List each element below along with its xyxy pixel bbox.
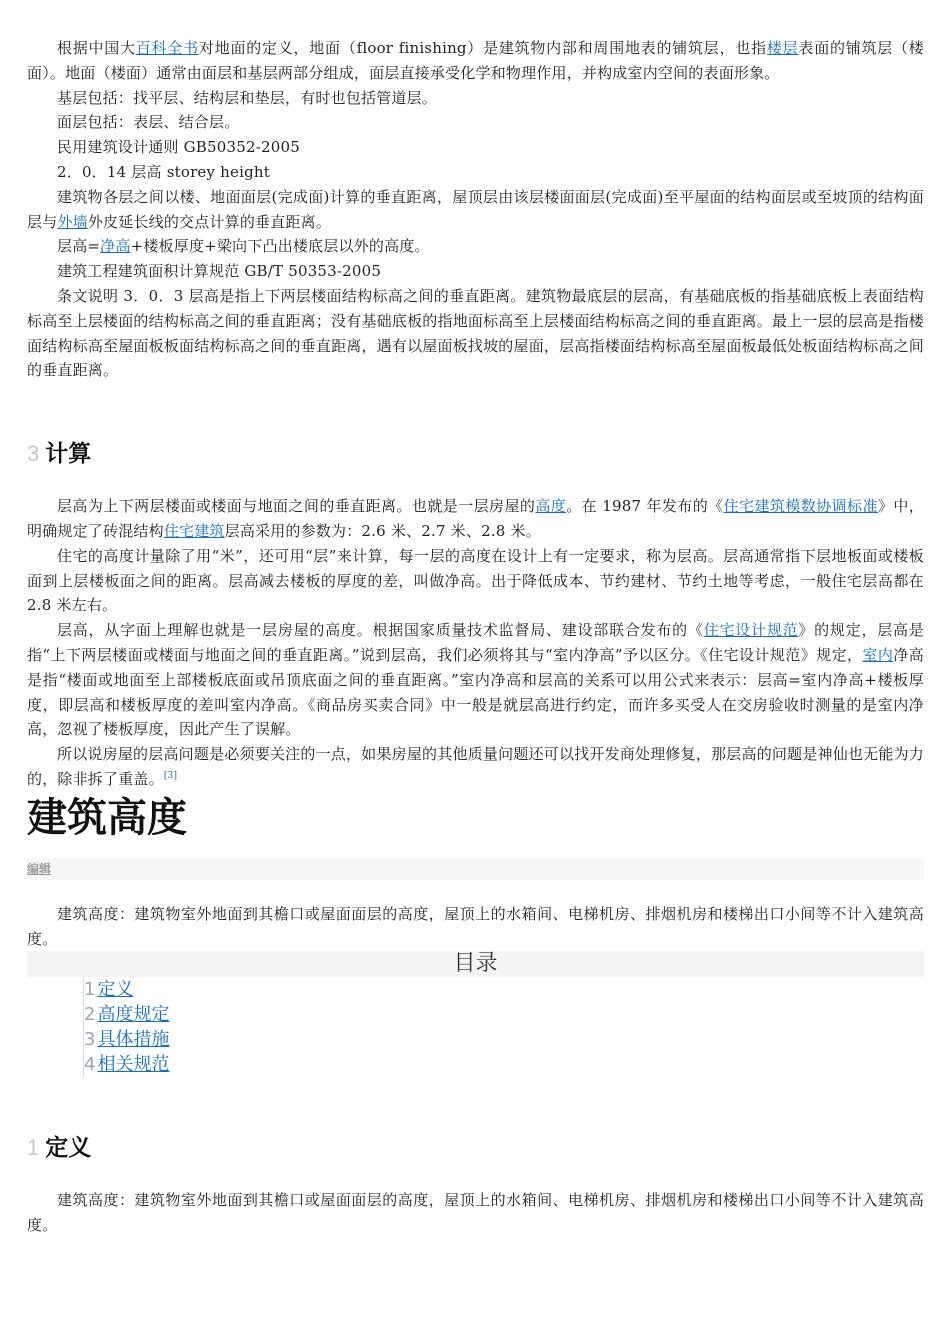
intro-paragraph-4: 民用建筑设计通则 GB50352-2005 — [57, 138, 300, 157]
text: 建筑物各层之间以楼、地面面层(完成面)计算的垂直距离，屋顶层由该层楼面面层(完成面)至平屋面的结构面层或至坡顶的结构面层与 — [27, 187, 924, 231]
section-title: 计算 — [45, 441, 92, 468]
text: 层高= — [57, 237, 101, 256]
text: 所以说房屋的层高问题是必须要关注的一点，如果房屋的其他质量问题还可以找开发商处理修复，那层高的问题是神仙也无能为力的，除非拆了重盖。 — [27, 745, 924, 788]
toc-link[interactable]: 高度规定 — [97, 1004, 170, 1026]
link-encyclopedia[interactable]: 百科全书 — [135, 39, 199, 57]
toc-link[interactable]: 相关规范 — [97, 1054, 170, 1076]
edit-link[interactable]: 编辑 — [27, 858, 924, 880]
calc-paragraph-3 — [27, 618, 924, 742]
text: 层高，从字面上理解也就是一层房屋的高度。根据国家质量技术监督局、建设部联合发布的《 — [57, 621, 704, 640]
definition-paragraph: 建筑高度：建筑物室外地面到其檐口或屋面面层的高度，屋顶上的水箱间、电梯机房、排烟机房和楼梯出口小间等不计入建筑高度。 — [27, 1191, 924, 1235]
table-of-contents — [83, 977, 924, 1077]
toc-link[interactable]: 具体措施 — [97, 1029, 170, 1051]
intro-paragraph-2: 基层包括：找平层、结构层和垫层，有时也包括管道层。 — [57, 88, 438, 107]
intro-paragraph-7 — [27, 234, 924, 259]
text: 表面的铺筑层（楼面）。地面（楼面）通常由面层和基层两部分组成，面层直接承受化学和物理作用，并构成室内空间的表面形象。 — [27, 39, 924, 82]
toc-number: 1 — [84, 979, 96, 1001]
text: 层高采用的参数为：2.6 米、2.7 米、2.8 米。 — [224, 521, 541, 540]
link-residential-building[interactable]: 住宅建筑 — [163, 521, 225, 540]
toc-number: 4 — [84, 1054, 96, 1076]
calc-paragraph-1 — [27, 494, 924, 544]
intro-paragraph-9: 条文说明 3．0．3 层高是指上下两层楼面结构标高之间的垂直距离。建筑物最底层的层高，有基础底板的指基础底板上表面结构标高至上层楼面的结构标高之间的垂直距离；没有基础底板的指地面标高至上层楼面结构标高之间的垂直距离。最上一层的层高是指楼面结构标高至屋面板板面结构标高之间的垂直距离，遇有以屋面板找坡的屋面，层高指楼面结构标高至屋面板最低处板面结构标高之间的垂直距离。 — [27, 286, 924, 380]
text: +楼板厚度+梁向下凸出楼底层以外的高度。 — [130, 237, 430, 256]
toc-item-related-codes[interactable] — [84, 1052, 924, 1077]
toc-link[interactable]: 定义 — [97, 979, 134, 1001]
link-residential-design-code[interactable]: 住宅设计规范 — [703, 621, 799, 640]
text: 根据中国大 — [57, 39, 136, 57]
section-heading-definition — [27, 1129, 924, 1162]
section-number: 3 — [27, 441, 40, 467]
section-number: 1 — [27, 1135, 40, 1161]
link-net-height[interactable]: 净高 — [100, 237, 131, 256]
toc-title: 目录 — [27, 951, 924, 977]
page-title: 建筑高度 — [27, 794, 187, 841]
text: 层高为上下两层楼面或楼面与地面之间的垂直距离。也就是一层房屋的 — [57, 497, 536, 516]
link-height[interactable]: 高度 — [535, 497, 567, 516]
article-content — [27, 36, 924, 1238]
toc-item-measures[interactable] — [84, 1027, 924, 1052]
building-height-summary: 建筑高度：建筑物室外地面到其檐口或屋面面层的高度，屋顶上的水箱间、电梯机房、排烟机房和楼梯出口小间等不计入建筑高度。 — [27, 904, 924, 948]
text: 净高是指“楼面或地面至上部楼板底面或吊顶底面之间的垂直距离。”室内净高和层高的关系可以用公式来表示：层高=室内净高+楼板厚度，即层高和楼板厚度的差叫室内净高。《商品房买卖合同》中一般是就层高进行约定，而许多买受人在交房验收时测量的是室内净高，忽视了楼板厚度，因此产生了误解。 — [27, 645, 924, 739]
toc-item-height-rules[interactable] — [84, 1002, 924, 1027]
intro-paragraph-3: 面层包括：表层、结合层。 — [57, 113, 240, 132]
text: 对地面的定义，地面（floor finishing）是建筑物内部和周围地表的铺筑层，也指 — [198, 39, 767, 57]
text: 。在 1987 年发布的《 — [566, 497, 724, 516]
link-interior[interactable]: 室内 — [862, 645, 894, 664]
intro-paragraph-8: 建筑工程建筑面积计算规范 GB/T 50353-2005 — [57, 262, 382, 281]
text: 外皮延长线的交点计算的垂直距离。 — [87, 212, 332, 231]
link-modular-standard[interactable]: 住宅建筑模数协调标准 — [723, 497, 878, 516]
link-floor[interactable]: 楼层 — [766, 39, 799, 57]
intro-paragraph-6 — [27, 185, 924, 235]
calc-paragraph-4 — [27, 742, 924, 792]
toc-number: 2 — [84, 1004, 96, 1026]
text: 》中，明确规定了砖混结构 — [27, 497, 924, 540]
link-exterior-wall[interactable]: 外墙 — [57, 212, 88, 231]
intro-paragraph-5: 2．0．14 层高 storey height — [57, 162, 270, 181]
toc-item-definition[interactable] — [84, 977, 924, 1002]
text: 》的规定，层高是指“上下两层楼面或楼面与地面之间的垂直距离。”说到层高，我们必须将其与“室内净高”予以区分。《住宅设计规范》规定， — [27, 621, 924, 664]
reference-marker[interactable]: [3] — [163, 770, 178, 781]
toc-number: 3 — [84, 1029, 96, 1051]
section-heading-calc — [27, 435, 924, 468]
calc-paragraph-2: 住宅的高度计量除了用“米”，还可用“层”来计算，每一层的高度在设计上有一定要求，称为层高。层高通常指下层地板面或楼板面到上层楼板面之间的距离。层高减去楼板的厚度的差，叫做净高。出于降低成本、节约建材、节约土地等考虑，一般住宅层高都在 2.8 米左右。 — [27, 546, 924, 615]
intro-paragraph-1 — [27, 36, 924, 86]
section-title: 定义 — [45, 1135, 92, 1162]
